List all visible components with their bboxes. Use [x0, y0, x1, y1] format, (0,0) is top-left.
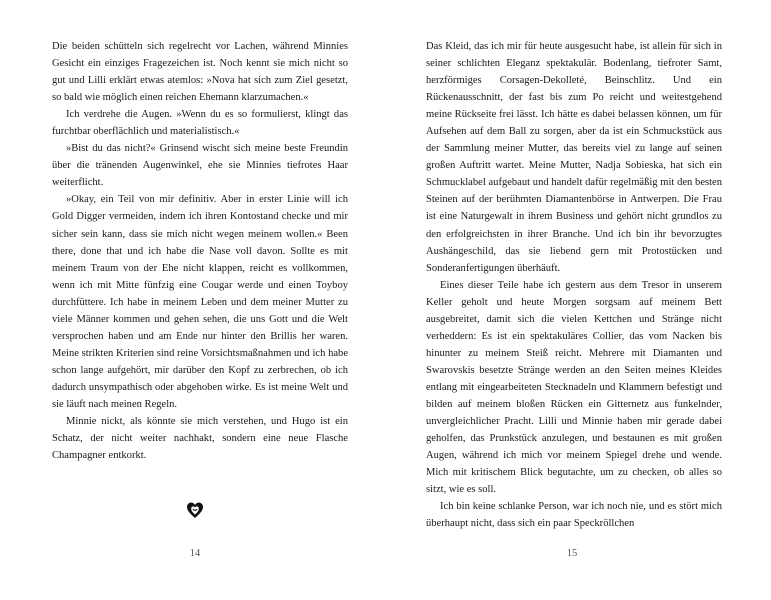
paragraph: »Bist du das nicht?« Grinsend wischt sich meine beste Freundin über die tränenden Augenwinkel, ehe sie Minnies tiefrotes Haar weiterflicht.	[52, 143, 348, 189]
right-page-text	[426, 38, 722, 532]
heart-ornament-icon	[185, 500, 205, 520]
left-page-text	[52, 38, 348, 464]
paragraph: Ich bin keine schlanke Person, war ich noch nie, und es stört mich überhaupt nicht, dass sich ein paar Speckröllchen	[426, 501, 722, 530]
page-number-right: 15	[566, 548, 578, 559]
paragraph: »Okay, ein Teil von mir definitiv. Aber in erster Linie will ich Gold Digger vermeiden, indem ich ihren Kontostand checke und mir sicher sein kann, dass sie mich nicht wegen meinem wollen.« Been there, done that und ich habe die Nase voll davon. Sollte es mit meinem Traum von der Ehe nicht klappen, reicht es vollkommen, wenn ich mit Mitte fünfzig eine Cougar werde und einen Toyboy durchfüttere. Ich habe in meinem Leben und dem meiner Mutter zu viele Männer kommen und gehen sehen, die uns Gott und die Welt versprochen haben und am Ende nur hinter den Brillis her waren. Meine strikten Kriterien sind reine Vorsichtsmaßnahmen und ich habe schon lange aufgehört, mir darüber den Kopf zu zerbrechen, ob ich dadurch unsympathisch oder abgehoben wirke. Es ist meine Welt und sie läuft nach meinen Regeln.	[52, 194, 348, 410]
paragraph: Eines dieser Teile habe ich gestern aus dem Tresor in unserem Keller geholt und heute Morgen sorgsam auf meinem Bett ausgebreitet, damit sich die vielen Kettchen und Stränge nicht verheddern: Es ist ein spektakuläres Collier, das vom Nacken bis hinunter zu meinem Steiß reicht. Mehrere mit Diamanten und Swarovskis besetzte Stränge werden an den Seiten meines Kleides entlang mit eingearbeiteten Stecknadeln und Klammern befestigt und bilden auf meinem bloßen Rücken ein Gitternetz aus funkelnder, unvergleichlicher Pracht. Lilli und Minnie haben mir gerade dabei geholfen, das Prunkstück anzulegen, und bestaunen es mit großen Augen, während ich mich vor meinem Spiegel drehe und wende. Mich mit kritischem Blick begutachte, um zu checken, ob alles so sitzt, wie es soll.	[426, 279, 722, 496]
paragraph: Ich verdrehe die Augen. »Wenn du es so formulierst, klingt das furchtbar oberflächlich und materialistisch.«	[52, 109, 348, 138]
paragraph: Minnie nickt, als könnte sie mich verstehen, und Hugo ist ein Schatz, der nicht weiter nachhakt, sondern eine neue Flasche Champagner entkorkt.	[52, 416, 348, 462]
paragraph: Die beiden schütteln sich regelrecht vor Lachen, während Minnies Gesicht ein einziges Fragezeichen ist. Noch kennt sie mich nicht so gut und Lilli erklärt etwas atemlos: »Nova hat sich zum Ziel gesetzt, so bald wie möglich einen reichen Ehemann klarzumachen.«	[52, 41, 348, 104]
page-number-left: 14	[189, 548, 201, 559]
paragraph: Das Kleid, das ich mir für heute ausgesucht habe, ist allein für sich in seiner schlichten Eleganz spektakulär. Bodenlang, tiefroter Samt, herzförmiges Corsagen-Dekolleté, Beinschlitz. Und ein Rückenausschnitt, der fast bis zum Po reicht und weitestgehend meine Rückseite frei lässt. Ich hätte es dabei belassen können, um für Aufsehen auf dem Ball zu sorgen, aber da ist ein Schmuckstück aus der Sammlung meiner Mutter, das bereits viel zu lange auf seinen großen Auftritt wartet. Meine Mutter, Nadja Sobieska, hat sich ein Schmucklabel aufgebaut und handelt dafür regelmäßig mit den besten Steinen auf der berühmten Diamantenbörse in Antwerpen. Die Frau ist eine Naturgewalt in ihrem Business und gehört nicht grundlos zu den erfolgreichsten in ihrer Branche. Und ich bin ihr bevorzugtes Aushängeschild, das sie liebend gern mit Protostücken und Sonderanfertigungen überhäuft.	[426, 41, 722, 274]
